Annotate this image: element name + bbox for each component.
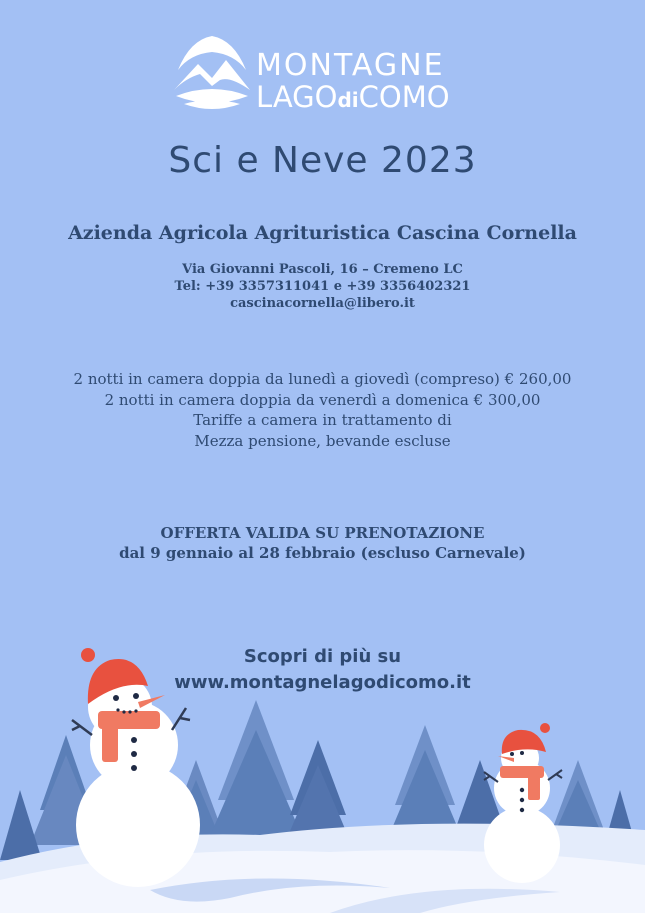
- rate-note-1: Tariffe a camera in trattamento di: [193, 411, 452, 429]
- rate-line-weekday: 2 notti in camera doppia da lunedì a giovedì (compreso) € 260,00: [73, 370, 572, 388]
- offer-period: dal 9 gennaio al 28 febbraio (escluso Carnevale): [119, 544, 526, 562]
- page-title: Sci e Neve 2023: [168, 140, 477, 181]
- snowman-small: [484, 723, 562, 883]
- mountain-logo-icon: [170, 30, 254, 114]
- brand-name-como: COMO: [358, 80, 450, 114]
- brand-logo: [170, 28, 470, 116]
- contact-phone: Tel: +39 3357311041 e +39 3356402321: [174, 279, 471, 294]
- contact-block: [0, 261, 645, 312]
- rates-block: [0, 369, 645, 451]
- brand-name-line2: [256, 80, 450, 114]
- contact-address: Via Giovanni Pascoli, 16 – Cremeno LC: [182, 262, 463, 277]
- discover-label: Scopri di più su: [243, 646, 402, 667]
- rate-note-2: Mezza pensione, bevande escluse: [194, 431, 451, 450]
- brand-name-lago: LAGO: [256, 80, 338, 114]
- brand-name-di: di: [337, 88, 359, 112]
- brand-name-line1: MONTAGNE: [256, 48, 445, 83]
- website-link[interactable]: www.montagnelagodicomo.it: [174, 672, 471, 693]
- company-name: Azienda Agricola Agrituristica Cascina Cornella: [68, 222, 577, 244]
- discover-block: [0, 644, 645, 696]
- offer-block: [0, 523, 645, 563]
- rate-line-weekend: 2 notti in camera doppia da venerdì a domenica € 300,00: [104, 390, 541, 409]
- offer-heading: OFFERTA VALIDA SU PRENOTAZIONE: [160, 524, 485, 542]
- contact-email[interactable]: cascinacornella@libero.it: [230, 296, 415, 311]
